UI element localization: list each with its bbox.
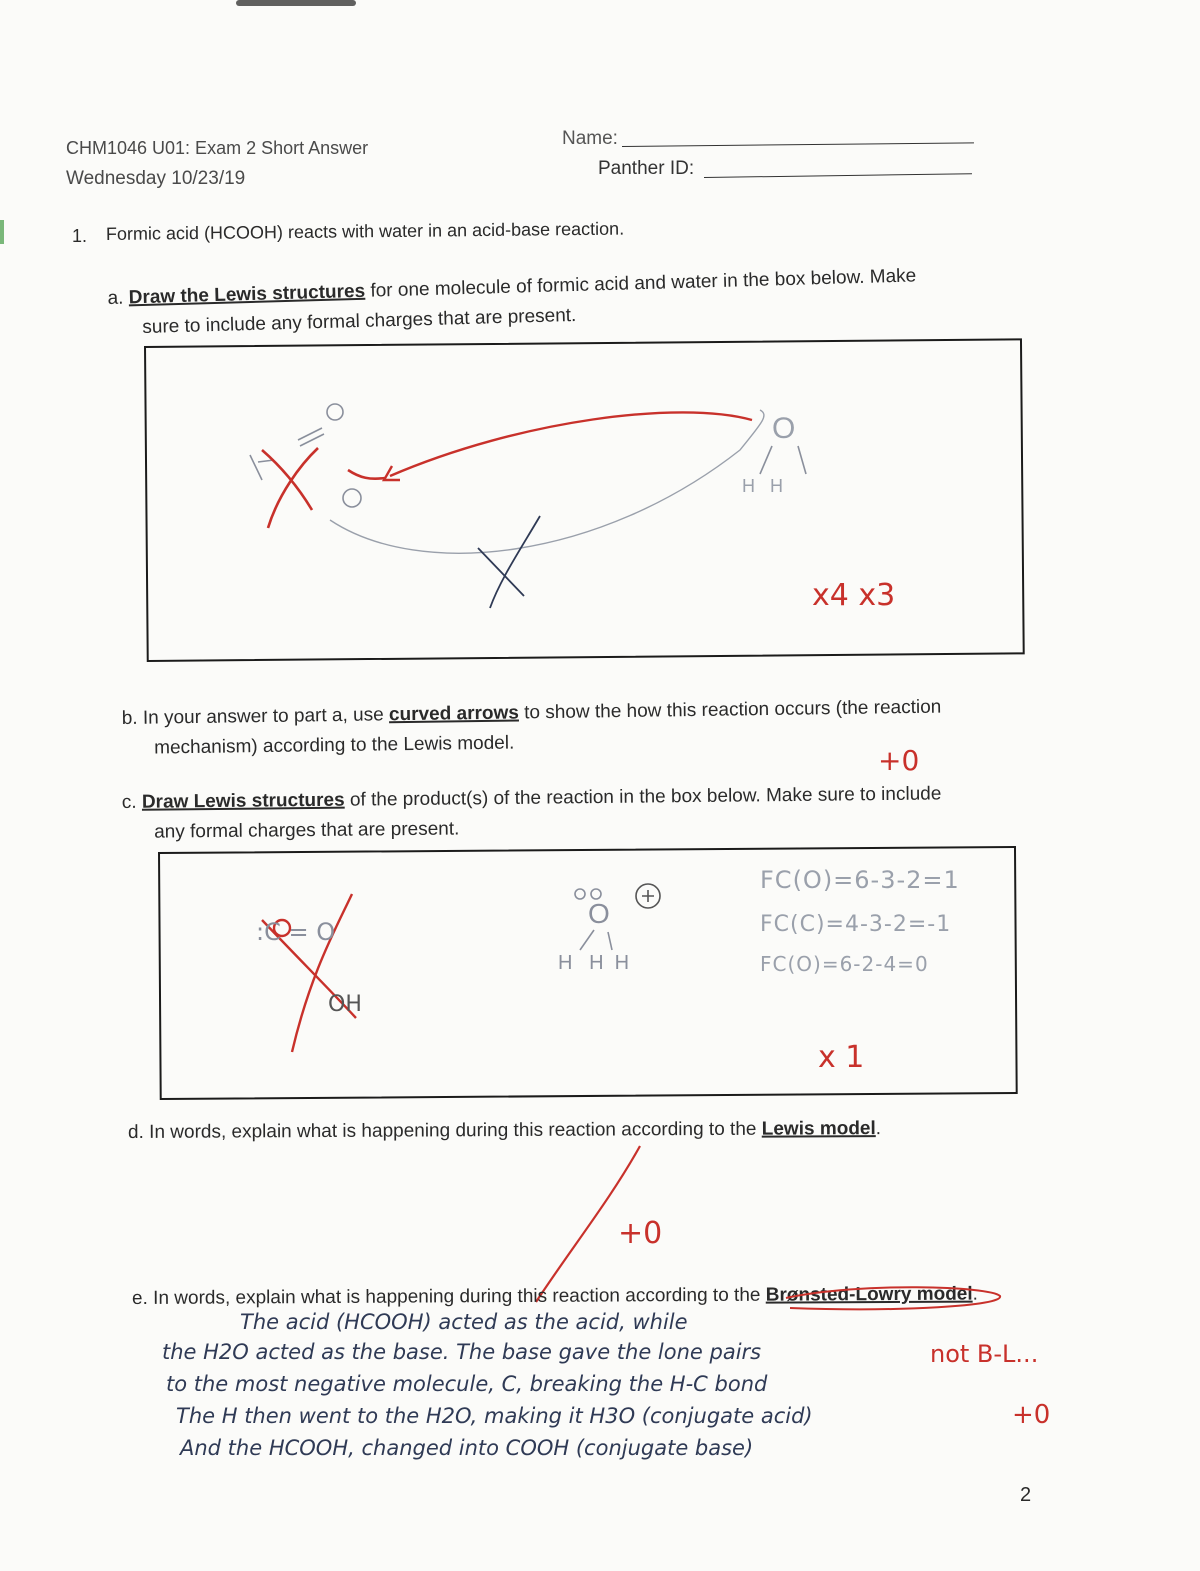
part-d-letter: d.: [127, 1121, 144, 1143]
part-b-line1-post: to show the how this reaction occurs (the reaction: [518, 696, 942, 724]
part-d-grade: +0: [618, 1216, 663, 1251]
formal-charge-line-1: FC(O)=6-3-2=1: [760, 866, 960, 894]
part-c-line2: any formal charges that are present.: [154, 818, 460, 843]
part-b-emphasis: curved arrows: [388, 702, 520, 726]
part-c-line1: of the product(s) of the reaction in the box below. Make sure to include: [344, 783, 942, 811]
name-label: Name:: [562, 128, 618, 149]
part-e-line-pre: In words, explain what is happening during this reaction according to the: [153, 1284, 766, 1309]
part-d-emphasis: Lewis model: [761, 1118, 876, 1140]
part-a-grade: x4 x3: [812, 578, 896, 613]
part-c-letter: c.: [121, 791, 137, 814]
question-number: 1.: [72, 226, 88, 246]
part-a-letter: a.: [107, 287, 124, 310]
part-e-line-post: .: [972, 1283, 978, 1305]
formal-charge-line-3: FC(O)=6-2-4=0: [760, 952, 929, 976]
part-b-line1-pre: In your answer to part a, use: [142, 704, 390, 729]
product-oh-group: OH: [328, 992, 362, 1017]
water-hydrogens: H H: [742, 476, 784, 496]
scan-mark-left: [0, 220, 4, 244]
hydronium-oxygen: O: [588, 898, 610, 929]
part-a-emphasis: Draw the Lewis structures: [128, 280, 366, 309]
answer-line-2: the H2O acted as the base. The base gave the lone pairs: [162, 1340, 762, 1364]
part-a-line1: for one molecule of formic acid and water in the box below. Make: [364, 265, 917, 302]
part-e-letter: e.: [131, 1287, 148, 1309]
exam-date: Wednesday 10/23/19: [66, 168, 246, 189]
part-c-emphasis: Draw Lewis structures: [141, 789, 345, 813]
panther-id-label: Panther ID:: [598, 158, 695, 179]
product-carbon-structure: :C = O: [256, 918, 336, 946]
part-d-line-pre: In words, explain what is happening during this reaction according to the: [149, 1118, 762, 1143]
answer-line-4: The H then went to the H2O, making it H3O (conjugate acid): [176, 1404, 813, 1428]
answer-line-1: The acid (HCOOH) acted as the acid, while: [240, 1310, 688, 1334]
grader-comment: not B-L...: [930, 1340, 1039, 1368]
scan-mark-top: [236, 0, 356, 6]
part-e-emphasis: Brønsted-Lowry model: [765, 1283, 973, 1306]
part-b-grade: +0: [878, 744, 920, 777]
answer-line-3: to the most negative molecule, C, breaking the H-C bond: [166, 1372, 768, 1396]
page-number: 2: [1020, 1484, 1032, 1506]
formal-charge-line-2: FC(C)=4-3-2=-1: [760, 912, 952, 937]
course-title: CHM1046 U01: Exam 2 Short Answer: [66, 138, 369, 158]
part-a-line2: sure to include any formal charges that are present.: [142, 304, 577, 339]
part-c-grade: x 1: [818, 1040, 865, 1075]
part-d-line-post: .: [875, 1118, 882, 1140]
answer-line-5: And the HCOOH, changed into COOH (conjugate base): [180, 1436, 754, 1460]
part-e-grade: +0: [1012, 1400, 1051, 1430]
part-b-letter: b.: [121, 707, 138, 730]
hydronium-hydrogens: H H H: [558, 952, 630, 974]
question-prompt: Formic acid (HCOOH) reacts with water in an acid-base reaction.: [105, 218, 625, 244]
part-b-line2: mechanism) according to the Lewis model.: [154, 732, 515, 759]
water-oxygen: O: [772, 412, 796, 445]
